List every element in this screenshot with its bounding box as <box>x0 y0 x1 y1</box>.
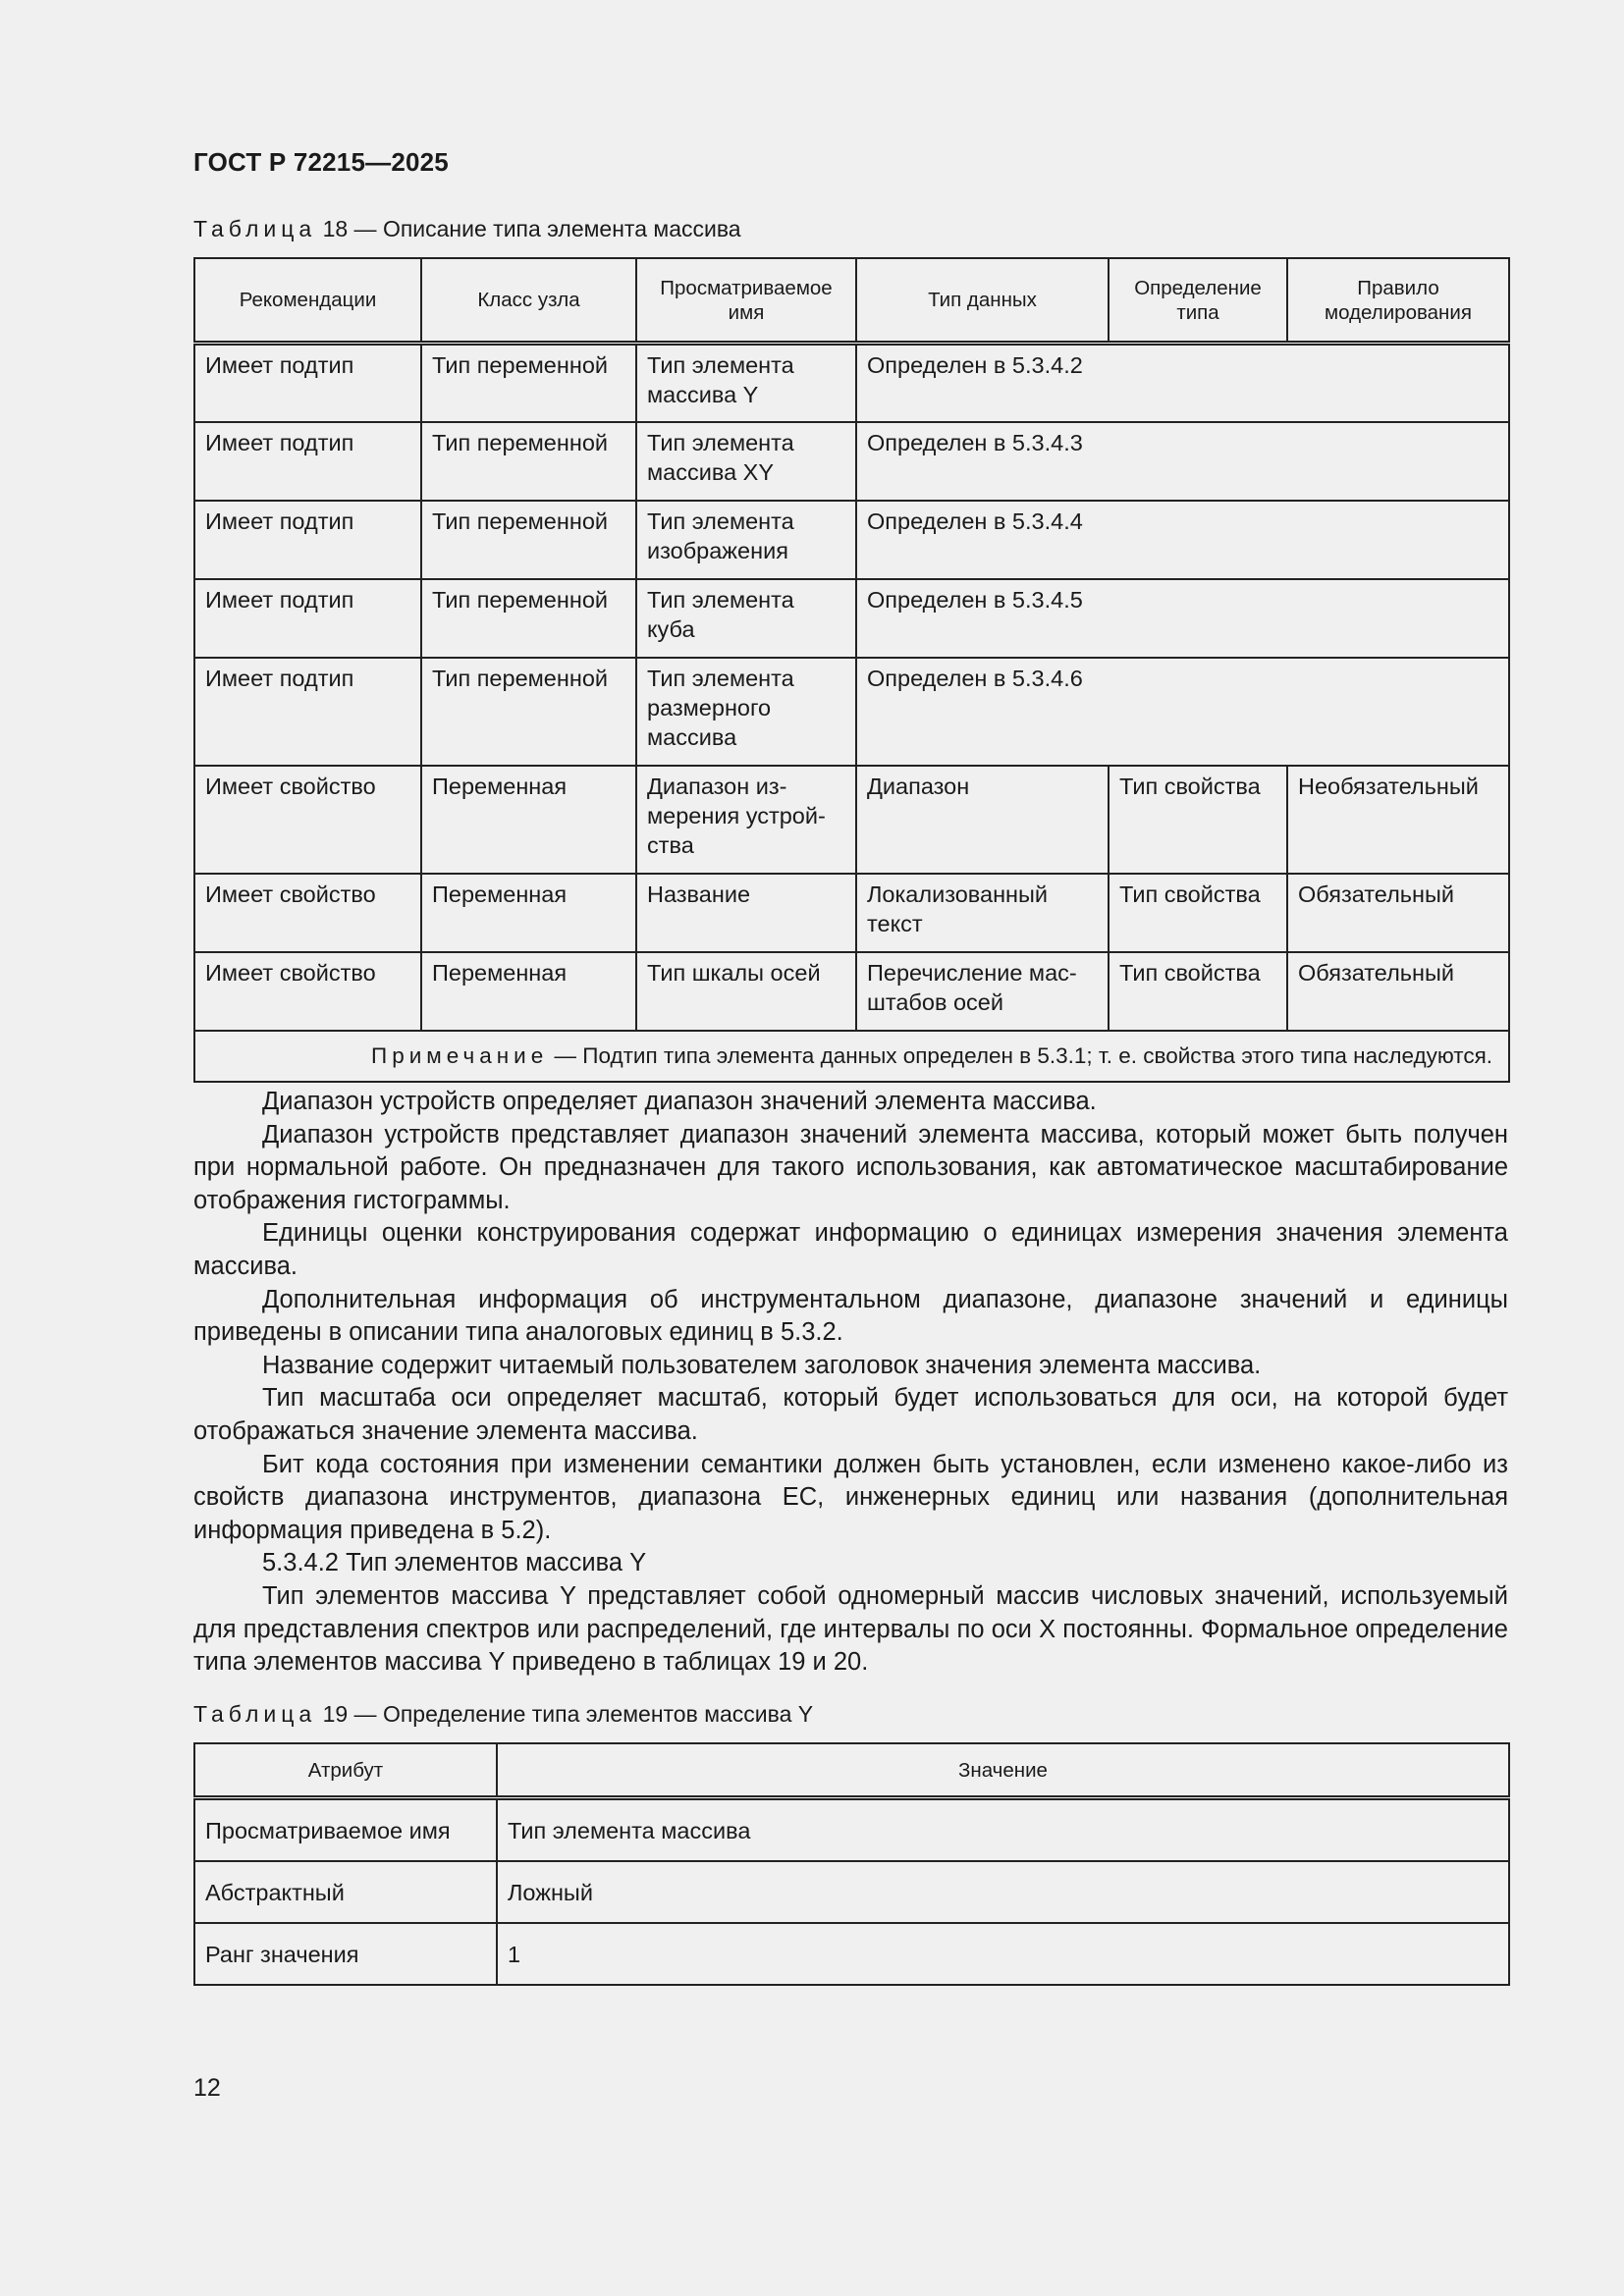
note-label: Примечание <box>371 1042 549 1068</box>
node-class-cell: Тип переменной <box>421 344 636 422</box>
browse-name-cell: Тип шкалы осей <box>636 952 856 1031</box>
modelling-rule-cell: Необязательный <box>1287 766 1509 874</box>
attribute-cell: Ранг значения <box>194 1923 497 1985</box>
recommendation-cell: Имеет подтип <box>194 422 421 501</box>
browse-name-cell: Тип элемента куба <box>636 579 856 658</box>
column-header: Рекомендации <box>194 258 421 344</box>
table-row <box>194 344 1509 422</box>
data-type-cell: Локализованный текст <box>856 874 1109 952</box>
document-header: ГОСТ Р 72215—2025 <box>193 147 449 177</box>
table-19-header-row <box>194 1743 1509 1798</box>
data-type-cell: Перечисление масштабов осей <box>856 952 1109 1031</box>
table-row <box>194 1798 1509 1862</box>
type-definition-cell: Тип свойства <box>1109 766 1287 874</box>
type-definition-cell: Тип свойства <box>1109 952 1287 1031</box>
paragraph: Диапазон устройств представляет диапазон значений элемента массива, который может быть получен при нормальной работе. Он предназначен для такого использования, как автоматическое масштабирование отображения гистограммы. <box>193 1120 1508 1214</box>
paragraph: Тип элементов массива Y представляет собой одномерный массив числовых значений, используемый для представления спектров или распределений, где интервалы по оси X постоянны. Формальное определение типа элементов массива Y приведено в таблицах 19 и 20. <box>193 1581 1508 1677</box>
paragraph: Название содержит читаемый пользователем заголовок значения элемента массива. <box>262 1351 1262 1379</box>
table-19-caption-text: 19 — Определение типа элементов массива Y <box>316 1701 814 1727</box>
paragraph: Единицы оценки конструирования содержат информацию о единицах измерения значения элемента массива. <box>193 1219 1508 1280</box>
data-type-cell: Определен в 5.3.4.4 <box>856 501 1509 579</box>
table-row <box>194 658 1509 766</box>
paragraph: Тип масштаба оси определяет масштаб, который будет использоваться для оси, на которой будет отображаться значение элемента массива. <box>193 1384 1508 1445</box>
table-row <box>194 1861 1509 1923</box>
column-header: Правило моделирования <box>1287 258 1509 344</box>
browse-name-cell: Тип элемента размерного массива <box>636 658 856 766</box>
data-type-cell: Определен в 5.3.4.2 <box>856 344 1509 422</box>
attribute-cell: Абстрактный <box>194 1861 497 1923</box>
table-row <box>194 422 1509 501</box>
modelling-rule-cell: Обязательный <box>1287 952 1509 1031</box>
browse-name-cell: Тип элемента массива XY <box>636 422 856 501</box>
recommendation-cell: Имеет свойство <box>194 952 421 1031</box>
section-heading: 5.3.4.2 Тип элементов массива Y <box>262 1549 647 1577</box>
node-class-cell: Тип переменной <box>421 579 636 658</box>
table-note <box>194 1031 1509 1082</box>
table-row <box>194 766 1509 874</box>
table-19-caption <box>193 1701 813 1728</box>
table-18 <box>193 257 1510 1083</box>
note-text: — Подтип типа элемента данных определен в 5.3.1; т. е. свойства этого типа наследуются. <box>548 1042 1492 1068</box>
table-note-row <box>194 1031 1509 1082</box>
table-19-caption-label: Таблица <box>193 1701 317 1727</box>
node-class-cell: Тип переменной <box>421 658 636 766</box>
node-class-cell: Переменная <box>421 952 636 1031</box>
node-class-cell: Переменная <box>421 766 636 874</box>
recommendation-cell: Имеет подтип <box>194 658 421 766</box>
node-class-cell: Тип переменной <box>421 501 636 579</box>
recommendation-cell: Имеет подтип <box>194 344 421 422</box>
body-text <box>193 1086 1508 1680</box>
node-class-cell: Переменная <box>421 874 636 952</box>
browse-name-cell: Тип элемента изображения <box>636 501 856 579</box>
recommendation-cell: Имеет свойство <box>194 874 421 952</box>
column-header: Тип данных <box>856 258 1109 344</box>
data-type-cell: Диапазон <box>856 766 1109 874</box>
browse-name-cell: Название <box>636 874 856 952</box>
table-18-caption-label: Таблица <box>193 216 317 241</box>
column-header: Просматриваемое имя <box>636 258 856 344</box>
table-row <box>194 579 1509 658</box>
data-type-cell: Определен в 5.3.4.3 <box>856 422 1509 501</box>
table-row <box>194 874 1509 952</box>
table-row <box>194 501 1509 579</box>
value-cell: Тип элемента массива <box>497 1798 1509 1862</box>
paragraph: Дополнительная информация об инструментальном диапазоне, диапазоне значений и единицы приведены в описании типа аналоговых единиц в 5.3.2. <box>193 1285 1508 1347</box>
table-18-header-row <box>194 258 1509 344</box>
column-header: Определение типа <box>1109 258 1287 344</box>
data-type-cell: Определен в 5.3.4.5 <box>856 579 1509 658</box>
paragraph: Диапазон устройств определяет диапазон значений элемента массива. <box>262 1088 1097 1115</box>
node-class-cell: Тип переменной <box>421 422 636 501</box>
recommendation-cell: Имеет свойство <box>194 766 421 874</box>
column-header: Значение <box>497 1743 1509 1798</box>
recommendation-cell: Имеет подтип <box>194 579 421 658</box>
table-18-caption <box>193 216 741 242</box>
table-18-caption-text: 18 — Описание типа элемента массива <box>316 216 741 241</box>
value-cell: Ложный <box>497 1861 1509 1923</box>
type-definition-cell: Тип свойства <box>1109 874 1287 952</box>
data-type-cell: Определен в 5.3.4.6 <box>856 658 1509 766</box>
column-header: Атрибут <box>194 1743 497 1798</box>
recommendation-cell: Имеет подтип <box>194 501 421 579</box>
value-cell: 1 <box>497 1923 1509 1985</box>
browse-name-cell: Тип элемента массива Y <box>636 344 856 422</box>
page-number: 12 <box>193 2074 221 2102</box>
attribute-cell: Просматриваемое имя <box>194 1798 497 1862</box>
table-row <box>194 952 1509 1031</box>
paragraph: Бит кода состояния при изменении семантики должен быть установлен, если изменено какое-либо из свойств диапазона инструментов, диапазона ЕС, инженерных единиц или названия (дополнительная информация приведена в 5.2). <box>193 1450 1508 1544</box>
table-row <box>194 1923 1509 1985</box>
table-19 <box>193 1742 1510 1986</box>
modelling-rule-cell: Обязательный <box>1287 874 1509 952</box>
browse-name-cell: Диапазон измерения устройства <box>636 766 856 874</box>
column-header: Класс узла <box>421 258 636 344</box>
